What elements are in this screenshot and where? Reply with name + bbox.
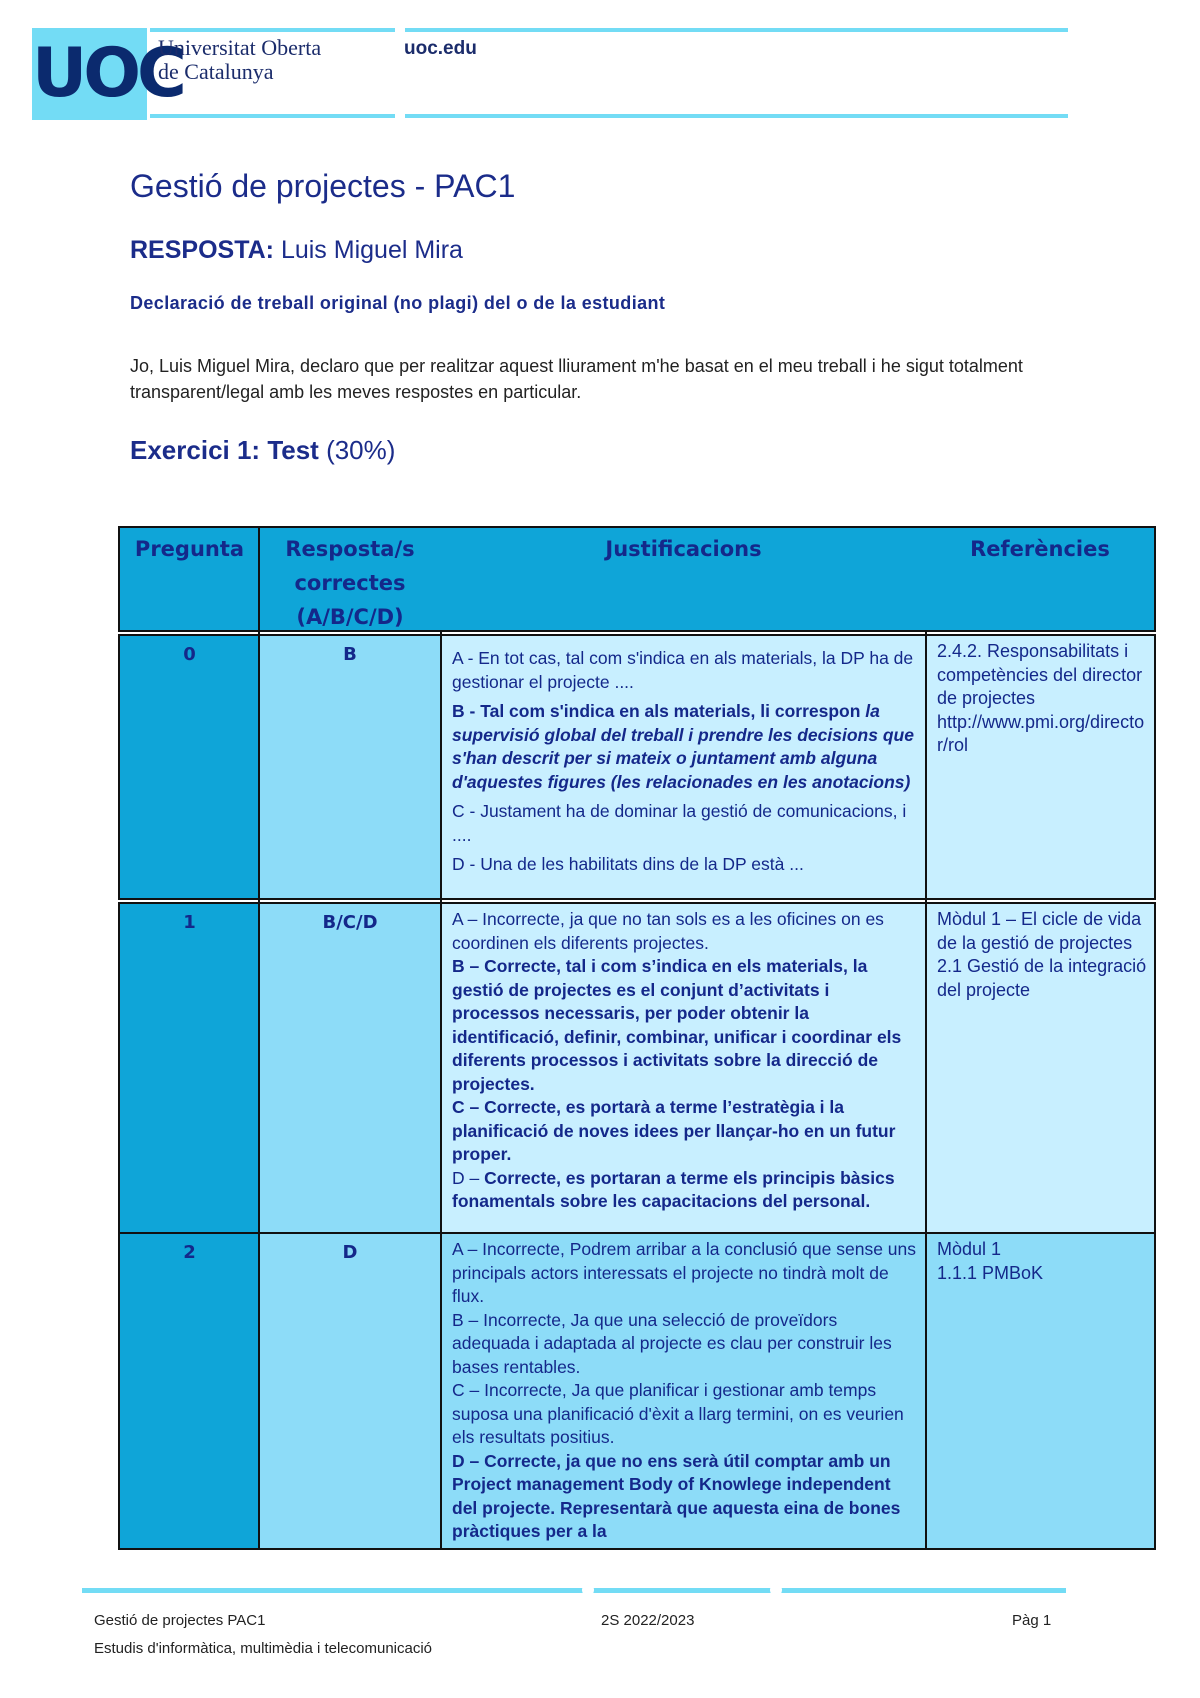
header-justificacions: Justificacions [441, 528, 926, 632]
footer-rule [82, 1588, 1066, 1593]
university-name-line2: de Catalunya [158, 59, 274, 84]
footer-semester: 2S 2022/2023 [601, 1612, 695, 1629]
declaration-title: Declaració de treball original (no plagi) del o de la estudiant [130, 293, 666, 313]
row2-reference-2: 1.1.1 PMBoK [937, 1262, 1044, 1283]
row0-justification [441, 636, 926, 898]
student-name: Luis Miguel Mira [274, 236, 463, 264]
university-name [158, 36, 321, 84]
exercise-heading [130, 435, 395, 466]
row2-number: 2 [120, 1234, 259, 1548]
header-pregunta: Pregunta [120, 528, 259, 632]
row1-justification [441, 904, 926, 1232]
row0-reference-1: 2.4.2. Responsabilitats i competències del director de projectes [937, 641, 1143, 708]
header-rule-top-left [150, 28, 395, 32]
row0-option-a: A - En tot cas, tal com s'indica en als materials, la DP ha de gestionar el projecte .... [452, 648, 914, 692]
row1-option-a: A – Incorrecte, ja que no tan sols es a les oficines on es coordinen els diferents projectes. [452, 909, 884, 953]
footer-studies: Estudis d'informàtica, multimèdia i telecomunicació [94, 1640, 433, 1657]
header-resposta-line3: (A/B/C/D) [296, 605, 404, 629]
row0-answer: B [259, 636, 441, 898]
answers-table [118, 526, 1156, 1550]
declaration-text: Jo, Luis Miguel Mira, declaro que per realitzar aquest lliurament m'he basat en el meu treball i he sigut totalment transparent/legal amb les meves respostes en particular. [130, 356, 1023, 402]
row0-option-d: D - Una de les habilitats dins de la DP està ... [452, 854, 804, 874]
row2-justification [441, 1234, 926, 1548]
row2-option-d: D – Correcte, ja que no ens serà útil comptar amb un Project management Body of Knowlege independent del projecte. Representarà que aquesta eina de bones pràctiques per a la [452, 1450, 901, 1541]
header-url[interactable]: uoc.edu [404, 38, 477, 59]
row0-reference [926, 636, 1154, 898]
row0-reference-link[interactable]: http://www.pmi.org/director/rol [937, 711, 1145, 755]
row1-option-d-text: Correcte, es portaran a terme els principis bàsics fonamentals sobre les capacitacions del personal. [452, 1167, 895, 1211]
row0-option-c: C - Justament ha de dominar la gestió de comunicacions, i .... [452, 801, 907, 845]
footer-course: Gestió de projectes PAC1 [94, 1612, 266, 1629]
row0-option-b [452, 700, 918, 794]
row1-answer: B/C/D [259, 904, 441, 1232]
header-rule-bottom-left [150, 114, 395, 118]
resposta-line [130, 236, 463, 265]
row1-option-d [452, 1167, 918, 1214]
footer-rule-dot-2 [770, 1584, 782, 1596]
row2-reference-1: Mòdul 1 [937, 1239, 1002, 1259]
footer-rule-dot-1 [582, 1584, 594, 1596]
row1-option-d-lead: D – [452, 1167, 485, 1188]
row0-option-b-italic: la supervisió global del treball i prendre les decisions que s'han descrit per si mateix o juntament amb alguna d'aquestes figures (les relacionades en les anotacions) [452, 701, 914, 792]
footer-page-number: Pàg 1 [1012, 1612, 1052, 1629]
exercise-weight: (30%) [318, 435, 396, 465]
row1-reference-2: 2.1 Gestió de la integració del projecte [937, 956, 1147, 1000]
header-resposta-line2: correctes [294, 571, 406, 595]
row1-option-b: B – Correcte, tal i com s’indica en els materials, la gestió de projectes es el conjunt d’activitats i processos necessaris, per poder obtenir la identificació, definir, combinar, unificar i coordinar els diferents processos i activitats sobre la direcció de projectes. [452, 956, 902, 1094]
row1-reference-1: Mòdul 1 – El cicle de vida de la gestió de projectes [937, 909, 1142, 953]
row2-option-b: B – Incorrecte, Ja que una selecció de proveïdors adequada i adaptada al projecte es clau per construir les bases rentables. [452, 1309, 892, 1377]
page-title: Gestió de projectes - PAC1 [130, 168, 516, 204]
header-resposta-line1: Resposta/s [285, 537, 415, 561]
header-rule-bottom-right [405, 114, 1068, 118]
university-name-line1: Universitat Oberta [158, 35, 322, 60]
row0-number: 0 [120, 636, 259, 898]
row1-option-c: C – Correcte, es portarà a terme l’estratègia i la planificació de noves idees per llançar-ho en un futur proper. [452, 1097, 896, 1164]
uoc-logo [32, 28, 183, 120]
exercise-label: Exercici 1: Test [130, 435, 319, 465]
column-rule-1 [258, 526, 260, 1550]
header-rule-top-right [405, 28, 1068, 32]
row1-number: 1 [120, 904, 259, 1232]
row0-option-b-lead: B - Tal com s'indica en als materials, li correspon [452, 701, 866, 721]
row1-reference [926, 904, 1154, 1232]
row2-answer: D [259, 1234, 441, 1548]
logo-text: UOC [32, 34, 183, 113]
header-resposta [259, 528, 441, 632]
resposta-label: RESPOSTA: [130, 236, 274, 264]
column-rule-2 [440, 630, 442, 1550]
row2-option-a: A – Incorrecte, Podrem arribar a la conclusió que sense uns principals actors interessats el projecte no tindrà molt de flux. [452, 1239, 916, 1306]
header-referencies: Referències [926, 528, 1154, 632]
row2-reference [926, 1234, 1154, 1548]
column-rule-3 [925, 630, 927, 1550]
row2-option-c: C – Incorrecte, Ja que planificar i gestionar amb temps suposa una planificació d'èxit a llarg termini, on es veurien els resultats positius. [452, 1380, 904, 1447]
